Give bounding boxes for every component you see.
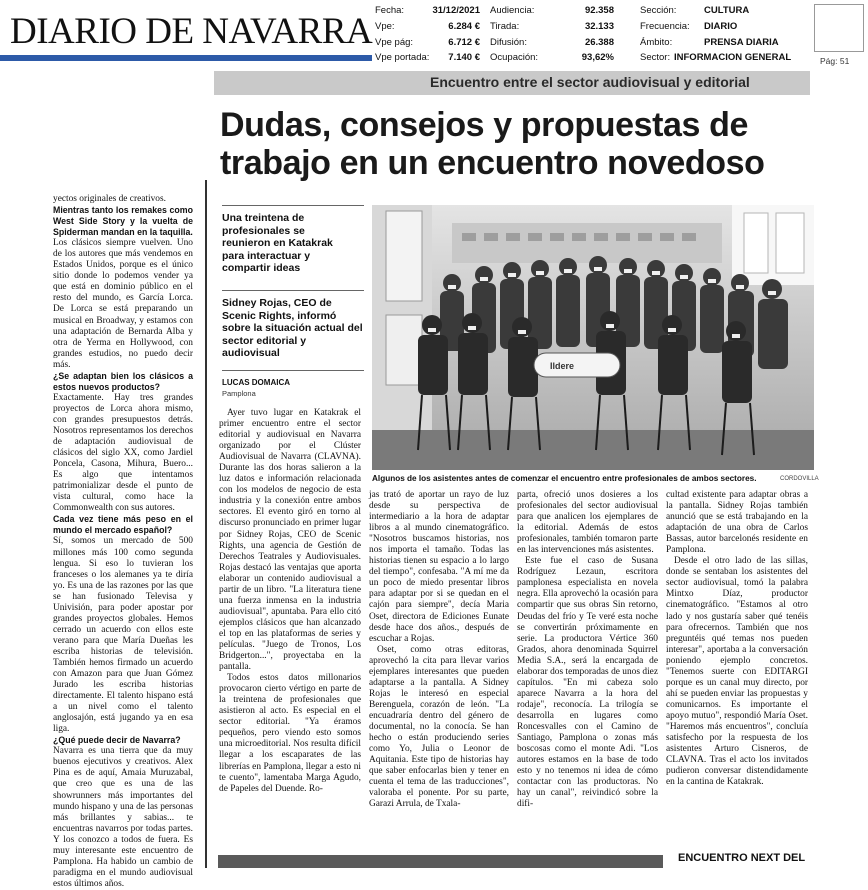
subhead-rule <box>222 370 364 371</box>
meta-label: Sector: <box>640 52 671 64</box>
interview-question: Cada vez tiene más peso en el mundo el mercado español? <box>53 514 193 536</box>
meta-label: Frecuencia: <box>640 20 690 32</box>
meta-ambito: PRENSA DIARIA <box>704 36 779 48</box>
interview-answer: yectos originales de creativos. <box>53 194 166 204</box>
meta-label: Vpe portada: <box>375 52 430 64</box>
meta-block-2 <box>490 3 614 66</box>
meta-label: Fecha: <box>375 5 405 16</box>
body-column-4 <box>666 490 808 788</box>
photo-sign-text: Ildere <box>550 361 575 371</box>
interview-question: Mientras tanto los remakes como West Side Story y la vuelta de Spiderman mandan en la taquilla. <box>53 205 193 238</box>
section-title: Encuentro entre el sector audiovisual y editorial <box>430 74 750 90</box>
body-paragraph: cultad existente para adaptar obras a la pantalla. Sidney Rojas también anunció que se está trabajando en la adaptación de una obra de Carlos Bassas, autor barcelonés residente en Pamplona. <box>666 490 808 556</box>
meta-ocupacion: 93,62% <box>581 52 614 64</box>
body-column-2 <box>369 490 509 810</box>
interview-question: ¿Qué puede decir de Navarra? <box>53 735 181 746</box>
photo-caption: Algunos de los asistentes antes de comenzar el encuentro entre profesionales de ambos sectores. <box>372 474 757 483</box>
photo-credit: CORDOVILLA <box>780 476 819 482</box>
body-column-3 <box>517 490 658 810</box>
interview-question: ¿Se adaptan bien los clásicos a estos nuevos productos? <box>53 370 193 392</box>
meta-sector: INFORMACION GENERAL <box>674 52 792 64</box>
meta-label: Ámbito: <box>640 36 673 48</box>
subhead-rule <box>222 290 364 291</box>
subhead-1: Una treintena de profesionales se reunieron en Katakrak para interactuar y compartir ideas <box>222 212 333 274</box>
interview-answer: Navarra es una tierra que da muy buenos ejecutivos y creativos. Alex Pina es de aquí, Amaia Muruzabal, que creo que es una de las showrunners más importantes del mundo hispano y una de las personas más brillantes y sabias... te encuentras navarros por todas partes. Y los conozco a todos de fuera. Es muy interesante este encuentro de Pamplona. Ha habido un cambio de paradigma en el mundo audiovisual estos últimos años. <box>53 746 193 889</box>
meta-label: Audiencia: <box>490 5 535 16</box>
body-paragraph: parta, ofreció unos dosieres a los profesionales del sector audiovisual para que analicen los ejemplares de la editorial. Además de estos profesionales, también tomaron parte en las intervenciones más asistentes. <box>517 490 658 556</box>
meta-vpe-portada: 7.140 € <box>448 52 480 64</box>
byline-place: Pamplona <box>222 389 256 398</box>
body-paragraph: Ayer tuvo lugar en Katakrak el primer encuentro entre el sector editorial y audiovisual en Navarra organizado por el Clúster Audiovisual de Navarra (CLAVNA). Durante las dos horas salieron a la luz datos e información relacionada con los modelos de negocio de esta industria y la conexión entre ambos sectores. El evento giró en torno al discurso pronunciado en primer lugar por Sidney Rojas, CEO de Scenic Rights, una agencia de Gestión de Derechos Teatrales y Audiovisuales. Rojas destacó las ventajas que aporta elaborar un contenido audiovisual a partir de un libro. "La literatura tiene una fuerza inmensa en la industria audiovisual", apuntaba. Para ello citó ejemplos clásicos que han alcanzado el top en las plataformas de series y películas. "Juego de Tronos, Los Bridgerton...", proyectaba en la pantalla. <box>219 408 361 673</box>
meta-fecha: 31/12/2021 <box>432 5 480 16</box>
meta-seccion: CULTURA <box>704 5 750 16</box>
interview-column <box>53 194 193 890</box>
column-divider <box>205 180 207 868</box>
meta-frecuencia: DIARIO <box>704 20 738 32</box>
meta-vpe-pag: 6.712 € <box>448 36 480 48</box>
headline: Dudas, consejos y propuestas de trabajo en un encuentro novedoso <box>220 106 765 182</box>
meta-block-3 <box>640 3 800 66</box>
body-paragraph: Oset, como otras editoras, aprovechó la cita para llevar varios ejemplares interesantes que pueden adaptarse a la pantalla. A Sidney Rojas le interesó en especial Berenguela, corazón de león. "La encuadraría dentro del género de documental, no la conocía. Se han hecho o están produciendo series como Yo, Julia o Leonor de Aquitania. Este tipo de historias hay que saber enfocarlas bien y tener en cuenta el tema de las traducciones", valoraba el ponente. Por su parte, Garazi Arrula, de Txala- <box>369 644 509 810</box>
body-paragraph: Todos estos datos millonarios provocaron cierto vértigo en parte de la treintena de profesionales que asistieron al acto. Es especial en el sector editorial. "Ya éramos pequeños, pero viendo esto somos una microeditorial. Nos resulta difícil llegar a los escaparates de las librerías en Pamplona, llegar a esto ni te cuento", lamentaba Marga Agudo, de Papeles del Duende. Ro- <box>219 673 361 794</box>
meta-audiencia: 92.358 <box>584 5 614 16</box>
next-article-headline: ENCUENTRO NEXT DEL <box>678 852 806 864</box>
interview-answer: Exactamente. Hay tres grandes proyectos de Lorca ahora mismo, con grandes presupuestos detrás. Nosotros representamos los derechos de adaptación audiovisual de clásicos del siglo XX, como Jardiel Poncela, Casona, Mihura, Buero... Es algo que intentamos patrimonializar desde el punto de vista cultural, como hace la Commonwealth con sus autores. <box>53 392 193 514</box>
masthead-rule <box>0 55 372 61</box>
body-paragraph: jas trató de aportar un rayo de luz desde su perspectiva de intermediario a la hora de adaptar libros a al mundo cinematográfico. "Nosotros buscamos historias, nos nos importa el tamaño. Todas las historias tienen su espacio a lo largo del tiempo", confesaba. "A mí me da un poco de miedo presentar libros para adaptar por si se quedan en el cajón para siempre", decía Maria Oset, directora de Ediciones Eunate desde hace dos años., después de escuchar a Rojas. <box>369 490 509 644</box>
meta-label: Ocupación: <box>490 52 539 64</box>
group-photo <box>372 205 814 470</box>
meta-block-1 <box>375 3 480 66</box>
photo-illustration <box>372 205 814 470</box>
page-thumbnail-box <box>814 4 864 52</box>
page-number: Pág: 51 <box>820 56 850 66</box>
byline: LUCAS DOMAICA <box>222 378 290 387</box>
meta-label: Vpe: <box>375 20 395 32</box>
next-article-photo-strip <box>218 855 663 868</box>
subhead-2: Sidney Rojas, CEO de Scenic Rights, informó sobre la situación actual del sector editorial y audiovisual <box>222 297 363 359</box>
interview-answer: Sí, somos un mercado de 500 millones más 100 como segunda lengua. Si eso lo tuvieran los franceses o los alemanes ya te diría yo. Es una de las razones por las que se han fusionado Televisa y Univisión, para poder apostar por grandes proyectos globales. Hemos cerrado un acuerdo con ellos este verano para que María Dueñas les escriba historias de televisión. También hemos firmado un acuerdo con Amazon para que Juan Gómez Jurado les escriba historias directamente. El talento hispano está a un nivel como el talento anglosajón, está jugando ya en esa liga. <box>53 536 193 735</box>
subhead-rule <box>222 205 364 206</box>
meta-label: Vpe pág: <box>375 36 414 48</box>
meta-label: Difusión: <box>490 36 527 48</box>
meta-difusion: 26.388 <box>584 36 614 48</box>
meta-label: Tirada: <box>490 20 520 32</box>
body-paragraph: Este fue el caso de Susana Rodríguez Lezaun, escritora pamplonesa especialista en novela negra. Ella aprovechó la ocasión para compartir que sus obras Sin retorno, Deudas del frío y Te veré esta noche se convertirán próximamente en serie. La productora Vértice 360 Grados, ahora denominada Squirrel Media S.A., será la encargada de elaborar dos temporadas de unos diez capítulos. "En mi cabeza solo aparece Navarra a la hora del rodaje", reconocía. La trilogía se desarrolla en lugares como Roncesvalles con el Camino de Santiago, Pamplona o zonas más boscosas como el monte Adi. "Los autores estamos en la base de todo esto y no tenemos ni idea de cómo contactar con las productoras. No hay un canal", reivindicó sobre la difi- <box>517 556 658 810</box>
body-paragraph: Desde el otro lado de las sillas, donde se sentaban los asistentes del sector audiovisual, tomó la palabra Mintxo Díaz, productor cinematográfico. "Estamos al otro lado y nos gustaría saber qué tenéis para ofrecernos. También que nos preguntéis qué temas nos pueden interesar", aportaba a la conversación poniendo ejemplo concretos. "Tenemos suerte con EDITARGI porque es un canal muy directo, por ahí se pueden enviar las propuestas y comunicarnos. Es importante el apoyo mutuo", respondió María Oset. "Haremos más encuentros", concluía satisfecho por la respuesta de los asistentes Arturo Cisneros, de CLAVNA. Tras el acto los invitados pudieron conversar distendidamente en la cantina de Katakrak. <box>666 556 808 788</box>
meta-label: Sección: <box>640 5 677 16</box>
masthead-logo: DIARIO DE NAVARRA <box>10 11 373 52</box>
body-column-1 <box>219 408 361 795</box>
meta-vpe: 6.284 € <box>448 20 480 32</box>
interview-answer: Los clásicos siempre vuelven. Uno de los autores que más vendemos en Estados Unidos, porque es el único sitio donde lo podemos vender ya que está en dominio público en el resto del mundo, es García Lorca. De Lorca se está preparando un musical en Broadway, y estamos con una adaptación de Bernarda Alba y otra de Yerma en Hollywood, con grandes estudios, no puedo decir más. <box>53 238 193 370</box>
meta-tirada: 32.133 <box>584 20 614 32</box>
